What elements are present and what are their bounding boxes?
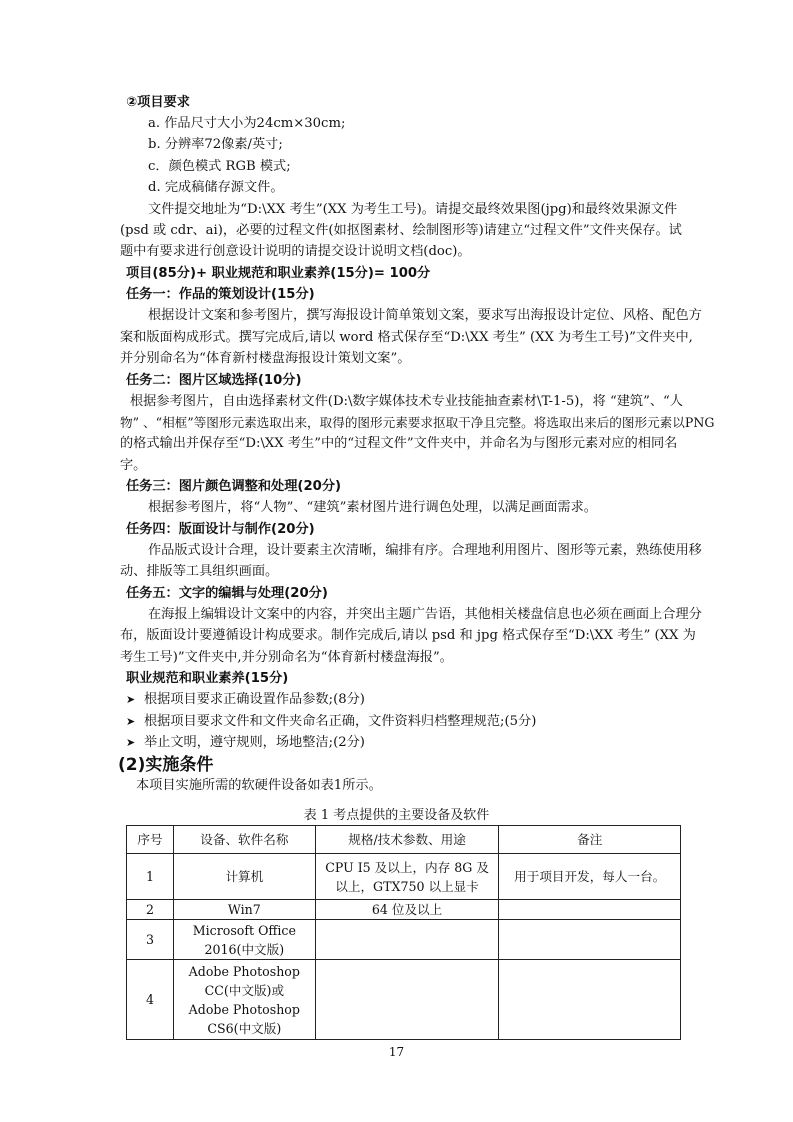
task-text-line: 的格式输出并保存至“D:\XX 考生”中的“过程文件”文件夹中，并命名为与图形元素对应的相同名 xyxy=(120,436,678,451)
score-heading: 项目(85分)+ 职业规范和职业素养(15分)= 100分 xyxy=(126,266,431,281)
task-title: 任务二：图片区域选择(10分) xyxy=(126,373,302,388)
table-cell xyxy=(315,854,499,900)
task-text-line: 根据参考图片，自由选择素材文件(D:\数字媒体技术专业技能抽查素材\T-1-5)，将 “建筑”、“人 xyxy=(130,394,683,409)
task-title: 任务四：版面设计与制作(20分) xyxy=(126,522,315,537)
arrow-right-icon: ➤ xyxy=(126,693,136,706)
conditions-heading: (2)实施条件 xyxy=(118,755,214,775)
task-title: 任务五：文字的编辑与处理(20分) xyxy=(126,586,328,601)
task-text-line: 根据设计文案和参考图片，撰写海报设计简单策划文案，要求写出海报设计定位、风格、配色方 xyxy=(148,308,702,323)
requirement-item: c．颜色模式 RGB 模式; xyxy=(148,159,291,174)
table-header-cell: 规格/技术参数、用途 xyxy=(315,826,499,854)
task-title: 任务三：图片颜色调整和处理(20分) xyxy=(126,479,342,494)
table-row xyxy=(127,960,681,1040)
task-text-line: 动、排版等工具组织画面。 xyxy=(120,564,279,579)
cell-line: 以上，GTX750 以上显卡 xyxy=(335,878,479,894)
bullet-text: 根据项目要求文件和文件夹命名正确，文件资料归档整理规范;(5分) xyxy=(144,714,537,729)
arrow-right-icon: ➤ xyxy=(126,715,136,728)
table-header-cell: 序号 xyxy=(127,826,174,854)
table-cell xyxy=(499,900,681,920)
submit-paragraph-line: 文件提交地址为“D:\XX 考生”(XX 为考生工号)。请提交最终效果图(jpg)和最终效果源文件 xyxy=(148,202,678,217)
cell-line: Adobe Photoshop xyxy=(188,1001,300,1017)
table-cell: 用于项目开发，每人一台。 xyxy=(499,854,681,900)
cell-line: CPU I5 及以上，内存 8G 及 xyxy=(325,859,489,875)
bullet-item xyxy=(126,733,365,753)
task-text-line: 考生工号)”文件夹中,并分别命名为“体育新村楼盘海报”。 xyxy=(120,650,453,665)
table-header-cell: 设备、软件名称 xyxy=(173,826,315,854)
task-text-line: 字。 xyxy=(120,458,147,473)
cell-line: CC(中文版)或 xyxy=(204,982,285,998)
table-cell: 4 xyxy=(127,960,174,1040)
cell-line: 2016(中文版) xyxy=(204,941,285,957)
submit-paragraph-line: (psd 或 cdr、ai)，必要的过程文件(如抠图素材、绘制图形等)请建立“过程文件”文件夹保存。试 xyxy=(120,223,682,238)
table-row xyxy=(127,920,681,960)
table-cell: 计算机 xyxy=(173,854,315,900)
task-text-line: 物” 、“相框”等图形元素选取出来，取得的图形元素要求抠取干净且完整。将选取出来后的图形元素以PNG xyxy=(120,415,715,430)
table-row xyxy=(127,900,681,920)
requirements-heading: ②项目要求 xyxy=(126,95,190,110)
task-text-line: 案和版面构成形式。撰写完成后,请以 word 格式保存至“D:\XX 考生” (XX 为考生工号)”文件夹中, xyxy=(120,330,693,345)
table-cell: Win7 xyxy=(173,900,315,920)
task-text-line: 并分别命名为“体育新村楼盘海报设计策划文案”。 xyxy=(120,351,411,366)
task-text-line: 作品版式设计合理，设计要素主次清晰，编排有序。合理地利用图片、图形等元素，熟练使用移 xyxy=(148,543,702,558)
cell-line: Microsoft Office xyxy=(192,922,296,938)
equipment-table xyxy=(126,825,681,1040)
table-cell: 1 xyxy=(127,854,174,900)
table-cell xyxy=(173,960,315,1040)
table-cell xyxy=(315,920,499,960)
professional-heading: 职业规范和职业素养(15分) xyxy=(126,671,289,686)
bullet-text: 举止文明，遵守规则，场地整洁;(2分) xyxy=(144,735,365,750)
requirement-item: d. 完成稿储存源文件。 xyxy=(148,180,284,195)
table-cell: 64 位及以上 xyxy=(315,900,499,920)
table-row xyxy=(127,854,681,900)
bullet-text: 根据项目要求正确设置作品参数;(8分) xyxy=(144,692,365,707)
table-cell xyxy=(173,920,315,960)
table-cell xyxy=(499,960,681,1040)
requirement-item: b. 分辨率72像素/英寸; xyxy=(148,137,283,152)
table-caption: 表 1 考点提供的主要设备及软件 xyxy=(303,808,490,823)
task-text-line: 布，版面设计要遵循设计构成要求。制作完成后,请以 psd 和 jpg 格式保存至“D:\XX 考生” (XX 为 xyxy=(120,628,696,643)
bullet-item xyxy=(126,690,365,710)
table-cell xyxy=(499,920,681,960)
page-number: 17 xyxy=(388,1045,405,1059)
table-header-cell: 备注 xyxy=(499,826,681,854)
table-header-row xyxy=(127,826,681,854)
task-text-line: 根据参考图片，将“人物”、“建筑”素材图片进行调色处理，以满足画面需求。 xyxy=(148,500,597,515)
requirement-item: a. 作品尺寸大小为24cm×30cm; xyxy=(148,116,346,131)
bullet-item xyxy=(126,712,536,732)
task-text-line: 在海报上编辑设计文案中的内容，并突出主题广告语，其他相关楼盘信息也必须在画面上合理分 xyxy=(148,607,702,622)
cell-line: Adobe Photoshop xyxy=(188,963,300,979)
table-cell: 2 xyxy=(127,900,174,920)
table-cell: 3 xyxy=(127,920,174,960)
conditions-intro: 本项目实施所需的软硬件设备如表1所示。 xyxy=(136,778,382,793)
arrow-right-icon: ➤ xyxy=(126,736,136,749)
submit-paragraph-line: 题中有要求进行创意设计说明的请提交设计说明文档(doc)。 xyxy=(120,244,471,259)
task-title: 任务一：作品的策划设计(15分) xyxy=(126,287,315,302)
cell-line: CS6(中文版) xyxy=(207,1020,282,1036)
table-cell xyxy=(315,960,499,1040)
